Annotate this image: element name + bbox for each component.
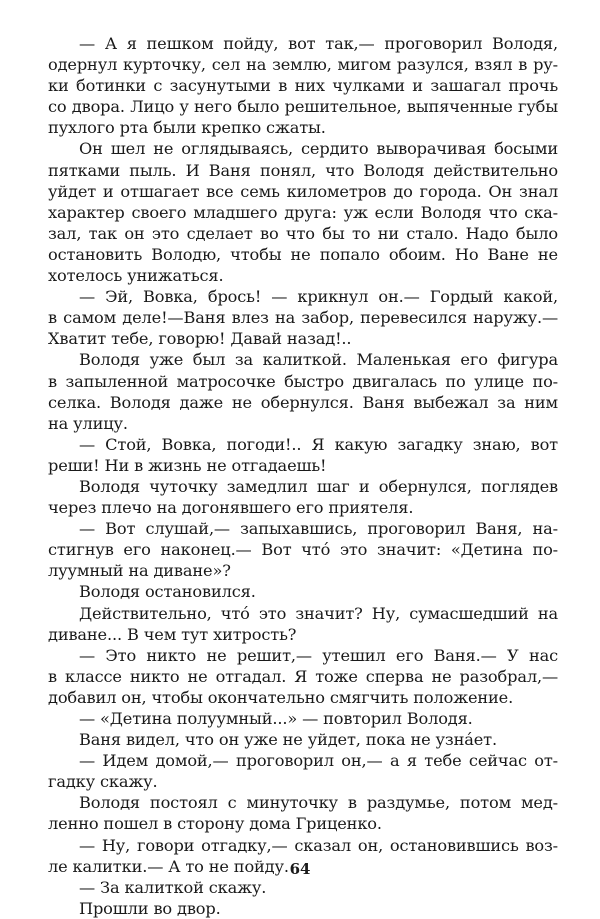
text-line: диване... В чем тут хитрость? — [48, 624, 297, 644]
text-line: — За калиткой скажу. — [79, 877, 267, 897]
text-line: Володя постоял с минуточку в раздумье, потом мед- — [79, 793, 558, 813]
text-line: селка. Володя даже не обернулся. Ваня выбежал за ним — [48, 392, 558, 412]
text-line: пухлого рта были крепко сжаты. — [48, 118, 326, 138]
text-line: в классе никто не отгадал. Я тоже сперва не разобрал,— — [48, 666, 558, 686]
text-line: Прошли во двор. — [79, 898, 221, 918]
text-line: реши! Ни в жизнь не отгадаешь! — [48, 455, 327, 475]
book-page-text — [48, 33, 558, 919]
text-line: добавил он, чтобы окончательно смягчить положение. — [48, 687, 514, 707]
page-number: 64 — [289, 860, 311, 878]
text-line: Володя уже был за калиткой. Маленькая его фигура — [79, 350, 558, 370]
text-line: — Эй, Вовка, брось! — крикнул он.— Гордый какой, — [79, 287, 558, 307]
text-line: Володя остановился. — [79, 582, 256, 602]
text-line: хотелось унижаться. — [48, 266, 224, 286]
text-line: гадку скажу. — [48, 772, 158, 792]
text-line: уйдет и отшагает все семь километров до города. Он знал — [48, 181, 558, 201]
text-line: Володя чуточку замедлил шаг и обернулся, поглядев — [79, 476, 558, 496]
text-line: остановить Володю, чтобы не попало обоим. Но Ване не — [48, 244, 558, 264]
text-line: — Вот слушай,— запыхавшись, проговорил Ваня, на- — [79, 519, 558, 539]
text-line: Хватит тебе, говорю! Давай назад!.. — [48, 329, 352, 349]
text-line: Ваня видел, что он уже не уйдет, пока не узна́ет. — [79, 730, 497, 750]
text-line: в запыленной матросочке быстро двигалась по улице по- — [48, 371, 558, 391]
text-line: Он шел не оглядываясь, сердито выворачивая босыми — [79, 139, 558, 159]
text-line: характер своего младшего друга: уж если Володя что ска- — [48, 202, 558, 222]
text-line: — Это никто не решит,— утешил его Ваня.— У нас — [79, 645, 558, 665]
text-line: — Идем домой,— проговорил он,— а я тебе сейчас от- — [79, 751, 558, 771]
text-line: ки ботинки с засунутыми в них чулками и зашагал прочь — [48, 76, 558, 96]
text-line: стигнув его наконец.— Вот что́ это значит: «Детина по- — [48, 540, 558, 560]
text-line: в самом деле!—Ваня влез на забор, перевесился наружу.— — [48, 308, 558, 328]
text-line: на улицу. — [48, 413, 128, 433]
text-line: луумный на диване»? — [48, 561, 231, 581]
text-line: одернул курточку, сел на землю, мигом разулся, взял в ру- — [48, 55, 558, 75]
text-line: — Стой, Вовка, погоди!.. Я какую загадку знаю, вот — [79, 434, 558, 454]
text-line: через плечо на догонявшего его приятеля. — [48, 498, 414, 518]
text-line: пятками пыль. И Ваня понял, что Володя действительно — [48, 160, 558, 180]
text-line: — А я пешком пойду, вот так,— проговорил Володя, — [79, 34, 558, 53]
text-line: зал, так он это сделает во что бы то ни стало. Надо было — [48, 223, 558, 243]
text-line: — Ну, говори отгадку,— сказал он, остановившись воз- — [79, 835, 558, 855]
text-line: со двора. Лицо у него было решительное, выпяченные губы — [48, 97, 558, 117]
text-line: ленно пошел в сторону дома Гриценко. — [48, 814, 382, 834]
text-line: — «Детина полуумный...» — повторил Володя. — [79, 709, 473, 728]
text-line: Действительно, что́ это значит? Ну, сумасшедший на — [79, 603, 558, 623]
text-line: ле калитки.— А то не пойду. — [48, 856, 289, 876]
